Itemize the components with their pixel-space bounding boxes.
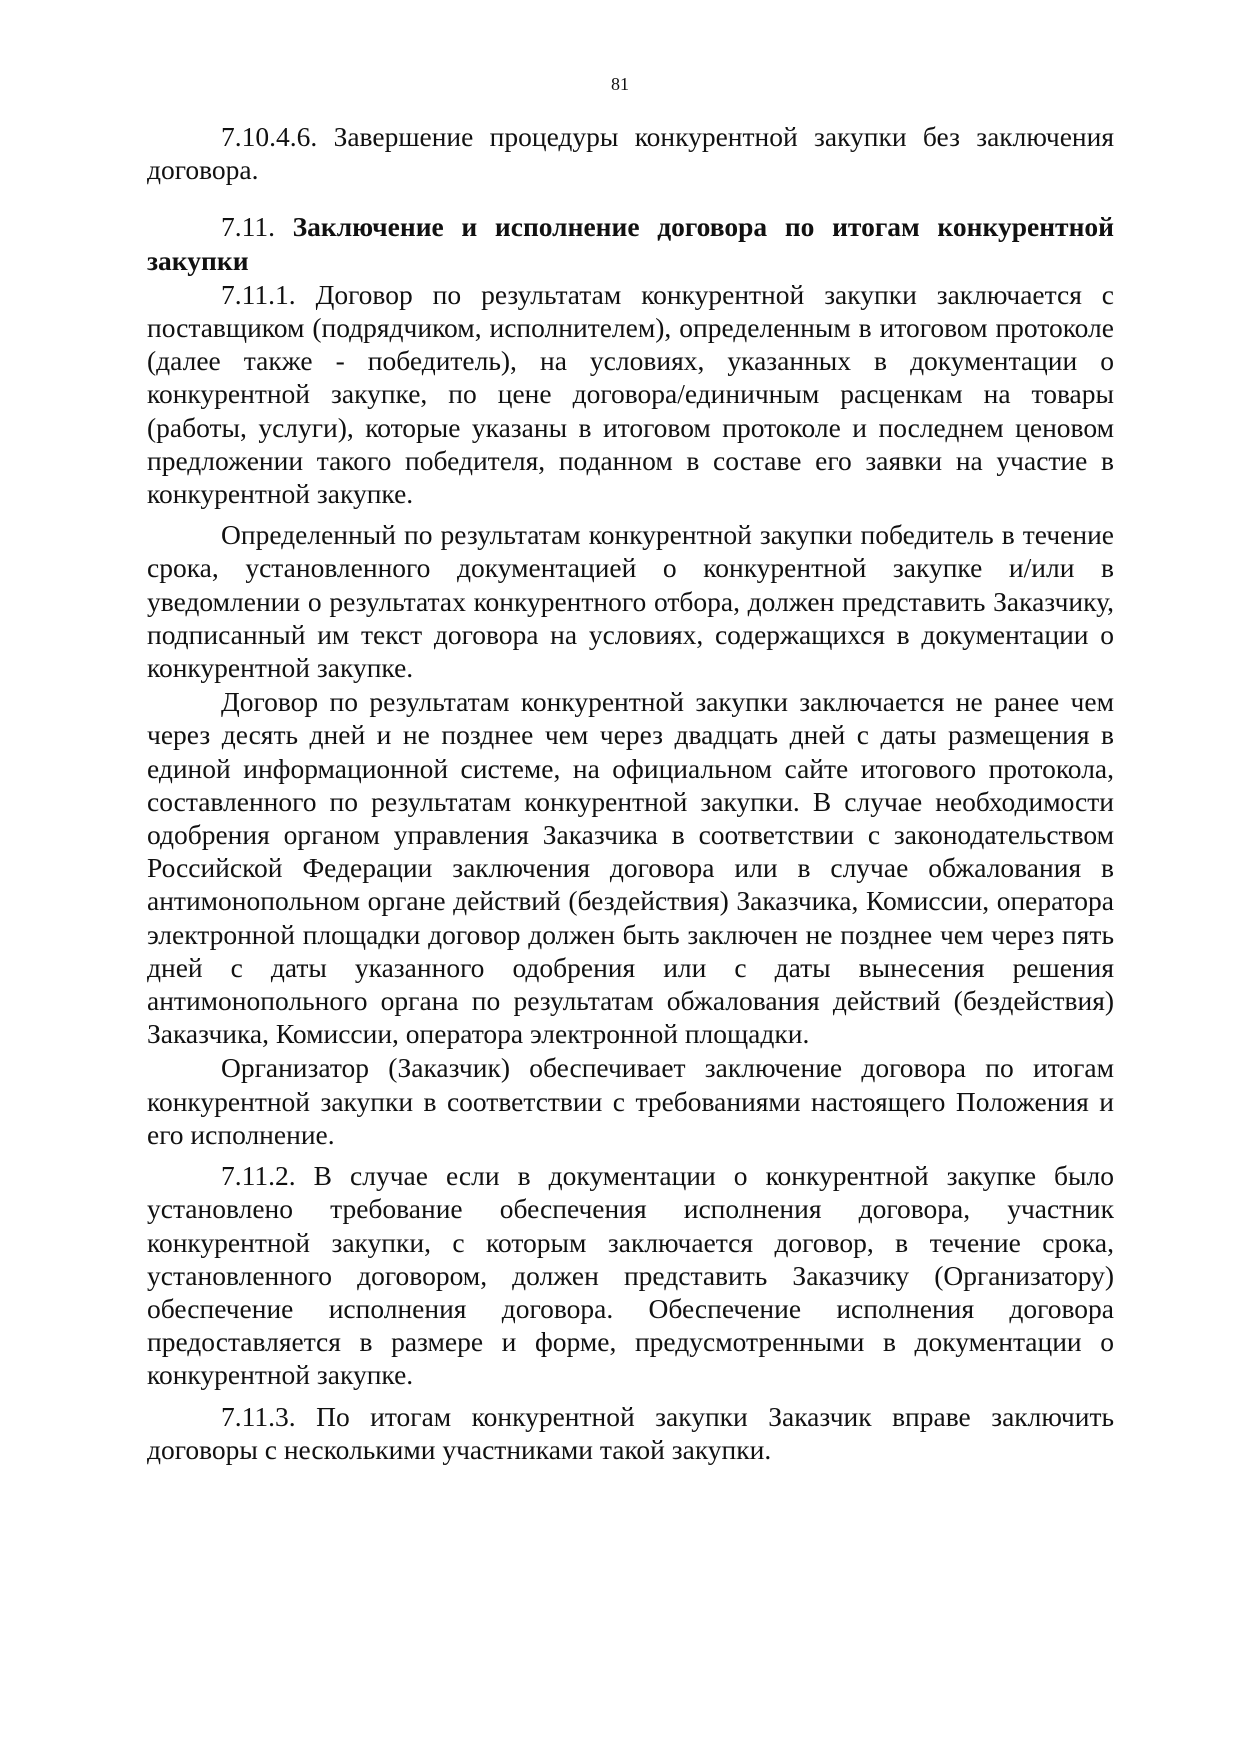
clause-number: 7.11.2. <box>221 1160 296 1192</box>
clause-text: В случае если в документации о конкурентной закупке было установлено требование обеспечения исполнения договора, участник конкурентной закупки, с которым заключается договор, в течение срока, установленного договором, должен представить Заказчику (Организатору) обеспечение исполнения договора. Обеспечение исполнения договора предоставляется в размере и форме, предусмотренными в документации о конкурентной закупке. <box>147 1160 1115 1391</box>
clause-number: 7.11.3. <box>221 1400 296 1432</box>
section-number: 7.11. <box>221 211 275 243</box>
clause-number: 7.10.4.6. <box>221 121 318 152</box>
clause-7-11-3 <box>147 1400 1114 1466</box>
clause-7-10-4-6 <box>147 120 1114 186</box>
clause-text: По итогам конкурентной закупки Заказчик вправе заключить договоры с несколькими участниками такой закупки. <box>147 1400 1114 1465</box>
document-body <box>147 120 1114 1466</box>
paragraph-winner-obligation: Определенный по результатам конкурентной закупки победитель в течение срока, установленного документацией о конкурентной закупке и/или в уведомлении о результатах конкурентного отбора, должен представить Заказчику, подписанный им текст договора на условиях, содержащихся в документации о конкурентной закупке. <box>147 519 1114 684</box>
paragraph-contract-timing: Договор по результатам конкурентной закупки заключается не ранее чем через десять дней и не позднее чем через двадцать дней с даты размещения в единой информационной системе, на официальном сайте итогового протокола, составленного по результатам конкурентной закупки. В случае необходимости одобрения органом управления Заказчика в соответствии с законодательством Российской Федерации заключения договора или в случае обжалования в антимонопольном органе действий (бездействия) Заказчика, Комиссии, оператора электронной площадки договор должен быть заключен не позднее чем через пять дней с даты указанного одобрения или с даты вынесения решения антимонопольного органа по результатам обжалования действий (бездействия) Заказчика, Комиссии, оператора электронной площадки. <box>147 686 1114 1050</box>
clause-7-11-2 <box>147 1159 1114 1391</box>
clause-7-11-1 <box>147 278 1114 510</box>
section-heading-7-11 <box>147 210 1114 276</box>
section-title: Заключение и исполнение договора по итогам конкурентной закупки <box>147 211 1115 276</box>
page-number: 81 <box>611 74 629 94</box>
paragraph-organizer: Организатор (Заказчик) обеспечивает заключение договора по итогам конкурентной закупки в соответствии с требованиями настоящего Положения и его исполнение. <box>147 1052 1114 1150</box>
clause-number: 7.11.1. <box>221 278 296 310</box>
clause-text: Завершение процедуры конкурентной закупки без заключения договора. <box>147 121 1115 186</box>
clause-text: Договор по результатам конкурентной закупки заключается с поставщиком (подрядчиком, исполнителем), определенным в итоговом протоколе (далее также - победитель), на условиях, указанных в документации о конкурентной закупке, по цене договора/единичным расценкам на товары (работы, услуги), которые указаны в итоговом протоколе и последнем ценовом предложении такого победителя, поданном в составе его заявки на участие в конкурентной закупке. <box>147 278 1115 510</box>
